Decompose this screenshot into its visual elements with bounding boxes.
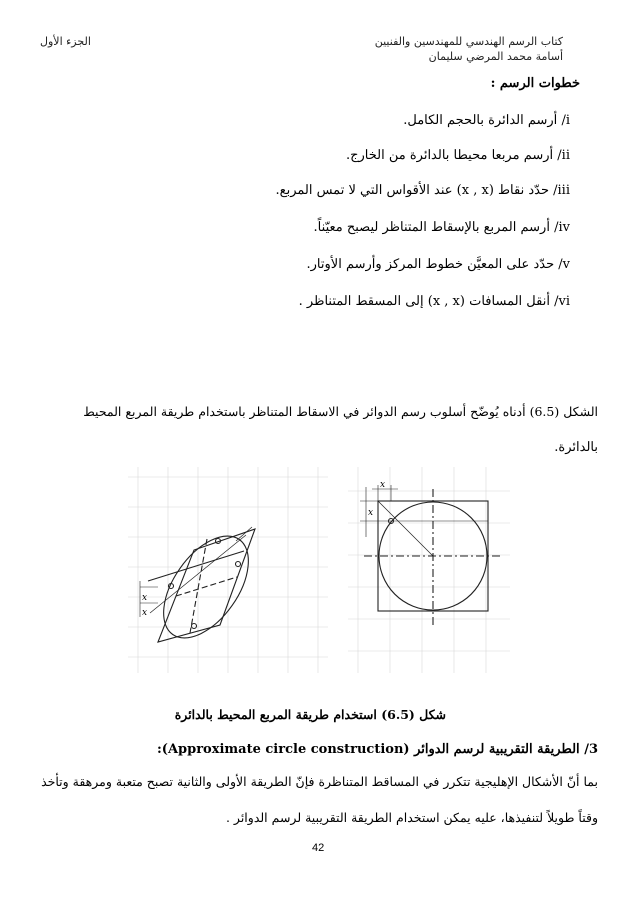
step-text: حدّد على المعيَّن خطوط المركز وأرسم الأوتار. — [306, 257, 555, 272]
book-title: كتاب الرسم الهندسي للمهندسين والفنيين — [374, 35, 563, 48]
step-number: i/ — [561, 113, 570, 128]
part-label: الجزء الأول — [40, 35, 91, 48]
figure-image — [128, 467, 510, 673]
paragraph-line: وقتاً طويلاً لتنفيذها، عليه يمكن استخدام الطريقة التقريبية لرسم الدوائر . — [225, 810, 598, 825]
step-item — [307, 257, 570, 272]
x-label: x — [368, 508, 374, 518]
step-number: ii/ — [557, 148, 570, 163]
step-text: أنقل المسافات (x , x) إلى المسقط المتناظر . — [298, 294, 550, 309]
paragraph-line: الشكل (6.5) أدناه يُوضّح أسلوب رسم الدوائر في الاسقاط المتناظر باستخدام طريقة المربع المحيط — [83, 404, 598, 419]
step-item — [314, 220, 570, 235]
x-label: x — [380, 480, 386, 490]
rhombus — [158, 529, 255, 642]
step-item — [276, 183, 570, 198]
point-marker — [236, 562, 241, 567]
construction-line — [236, 527, 252, 541]
isometric-circle-drawing — [128, 467, 510, 673]
step-item — [403, 113, 570, 128]
step-number: iii/ — [553, 183, 570, 198]
chord-line — [148, 551, 244, 581]
paragraph-line: بما أنّ الأشكال الإهليجية تتكرر في المساقط المتناظرة فإنّ الطريقة الأولى والثانية تصبح متعبة ومرهقة وتأخذ — [41, 774, 598, 789]
x-label: x — [142, 593, 148, 603]
page-number: 42 — [312, 842, 325, 854]
point-marker — [192, 624, 197, 629]
grid-lines — [128, 467, 510, 673]
step-item — [299, 294, 570, 309]
section3-heading: 3/ الطريقة التقريبية لرسم الدوائر (Approximate circle construction): — [156, 742, 598, 757]
step-text: أرسم الدائرة بالحجم الكامل. — [403, 113, 558, 128]
step-text: أرسم مربعا محيطا بالدائرة من الخارج. — [345, 148, 554, 163]
step-text: أرسم المربع بالإسقاط المتناظر ليصبح معيّناً. — [313, 220, 550, 235]
step-number: vi/ — [554, 294, 570, 309]
paragraph-line: بالدائرة. — [554, 440, 598, 455]
figure-caption: شكل (6.5) استخدام طريقة المربع المحيط بالدائرة — [174, 707, 446, 722]
step-item — [346, 148, 570, 163]
step-number: iv/ — [554, 220, 570, 235]
section-heading: خطوات الرسم : — [490, 76, 580, 91]
author-name: أسامة محمد المرضي سليمان — [428, 50, 563, 63]
x-label: x — [142, 608, 148, 618]
step-number: v/ — [558, 257, 570, 272]
step-text: حدّد نقاط (x , x) عند الأقواس التي لا تمس المربع. — [275, 183, 549, 198]
